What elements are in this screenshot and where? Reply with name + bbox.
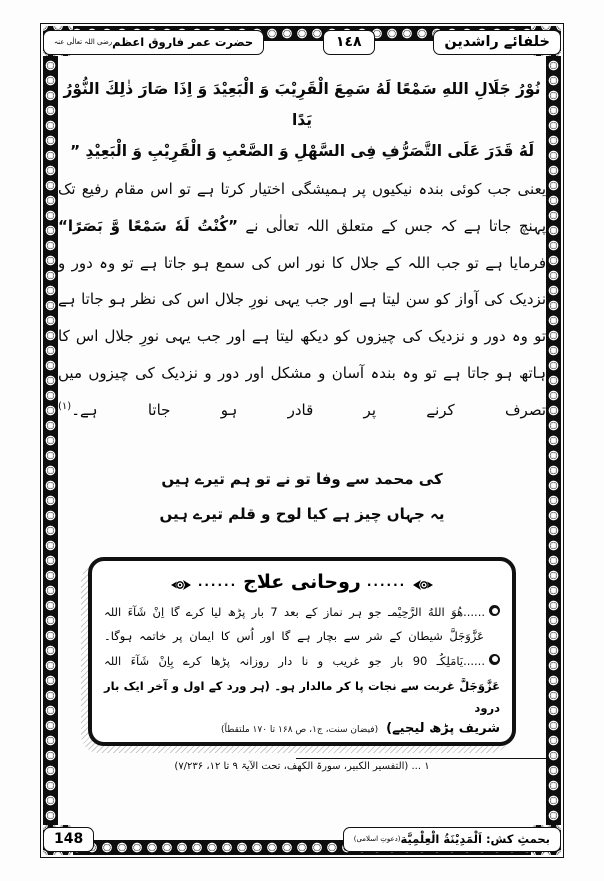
- poetry-couplet: [58, 462, 546, 531]
- footer-publisher-suffix: (دعوتِ اسلامی): [353, 835, 401, 843]
- header-book-title-text: خلفائے راشدین: [444, 34, 550, 50]
- remedy-bold-line: عَزَّوَجَلَّ غربت سے نجات پا کر مالدار ہو۔ (ہر ورد کے اول و آخر ایک بار درود: [104, 678, 500, 716]
- footer-publisher: [343, 827, 561, 852]
- arabic-line-2: لَهُ قَدَرَ عَلَى التَّصَرُّفِ فِى السَّهْلِ وَ الصَّعْبِ وَ الْقَرِيْبِ وَ الْبَعِيْدِ ”: [69, 142, 535, 160]
- bullet-rosette-icon: [489, 654, 500, 665]
- footer-page-number-text: 148: [54, 831, 84, 847]
- footer-publisher-prefix: بحمثِ کش:: [485, 832, 550, 846]
- footer-page-number: [43, 827, 94, 852]
- header-chapter-main: حضرت عمر فاروق اعظم: [112, 35, 254, 49]
- title-dots-right: ......: [366, 575, 407, 590]
- remedy-item-2: [104, 650, 500, 672]
- decorative-border-left: [43, 26, 58, 855]
- page-footer: [43, 823, 561, 855]
- flourish-right-icon: [170, 575, 192, 589]
- spiritual-remedy-section: [88, 557, 516, 746]
- remedy-item-1-dhikr: هُوَ اللهُ الرَّحِیْم: [391, 605, 464, 620]
- body-text-part-1: یعنی جب کوئی بندہ نیکیوں پر ہمیشگی اختیار کرتا ہے تو اس مقام رفیع تک پہنچ جاتا ہے کہ جس کے متعلق اللہ تعالٰی نے: [58, 180, 546, 235]
- remedy-item-2-body: ـ 90 بار جو غریب و نا دار روزانہ پڑھا کرے بِاِنْ شَآءَ اللہ: [104, 653, 441, 668]
- footnote-separator: [296, 758, 546, 759]
- header-page-number: [323, 30, 375, 55]
- remedy-citation-row: [104, 721, 500, 736]
- remedy-item-2-dhikr: یَامَلِکُ: [440, 653, 464, 668]
- bullet-rosette-icon: [489, 605, 500, 616]
- title-dots-left: ......: [197, 575, 238, 590]
- header-book-title: [433, 30, 561, 55]
- poetry-verse-1: کی محمد سے وفا تو نے تو ہم تیرے ہیں: [161, 470, 443, 489]
- remedy-bold-line-2: شریف پڑھ لیجیے): [386, 720, 500, 736]
- remedy-box-title-text: روحانی علاج: [243, 571, 361, 594]
- decorative-border-right: [546, 26, 561, 855]
- remedy-item-1-text: [104, 601, 485, 623]
- remedy-item-2-dots: ......: [463, 653, 485, 668]
- footnote-marker: ۱ ...: [411, 760, 430, 772]
- remedy-item-1-body: ـ جو ہر نماز کے بعد 7 بار پڑھ لیا کرے گا اِنْ شَآءَ اللہ: [104, 605, 392, 620]
- flourish-left-icon: [412, 575, 434, 589]
- remedy-item-2-text: [104, 650, 485, 672]
- body-paragraph: [58, 171, 546, 428]
- arabic-line-1: نُوْرُ جَلَالِ اللهِ سَمْعًا لَهُ سَمِعَ الْقَرِيْبَ وَ الْبَعِيْدَ وَ اِذَا صَارَ ذٰلِكَ النُّوْرُ يَدًا: [63, 80, 541, 129]
- footnote-text: (التفسیر الکبیر، سورۃ الکھف، تحت الآیۃ ۹ تا ۱۲، ۷/۲۳۶): [174, 760, 409, 772]
- page-content: [58, 66, 546, 815]
- remedy-citation: (فیضان سنت، ج۱، ص ۱۶۸ تا ۱۷۰ ملتقطاً): [220, 724, 379, 735]
- arabic-quotation: [58, 74, 546, 167]
- header-page-number-text: ١٤٨: [335, 34, 362, 50]
- footnote-reference-marker: (۱): [58, 400, 72, 412]
- page-header: [43, 26, 561, 58]
- body-inline-hadith: ”کُنْتُ لَهٗ سَمْعًا وَّ بَصَرًا“: [58, 216, 238, 235]
- remedy-box-title: [104, 571, 500, 593]
- page-footnote: [58, 761, 546, 772]
- body-text-part-2: فرمایا ہے تو جب اللہ کے جلال کا نور اس کی سمع ہو جاتا ہے تو وہ دور و نزدیک کی آواز کو سن لیتا ہے اور جب یہی نورِ جلال اس کی نظر ہو جاتا ہے تو وہ دور و نزدیک کی چیزوں کو دیکھ لیتا ہے اور جب یہی نورِ جلال اس کا ہاتھ ہو جاتا ہے تو وہ بندہ آسان و مشکل اور دور و نزدیک کی چیزوں میں تصرف کرنے پر قادر ہو جاتا ہے۔: [58, 253, 546, 419]
- header-chapter-title: [43, 30, 264, 55]
- footer-publisher-name: اَلْمَدِیْنَةُ الْعِلْمِیَّة: [400, 832, 482, 846]
- header-chapter-honorific: رضی اللہ تعالٰی عنہ: [54, 38, 113, 46]
- remedy-item-1: [104, 601, 500, 623]
- poetry-verse-2: یہ جہاں چیز ہے کیا لوح و قلم تیرے ہیں: [159, 504, 445, 523]
- remedy-item-1-dots: ......: [463, 605, 486, 620]
- spiritual-remedy-box: [88, 557, 516, 746]
- remedy-item-1-continuation: عَزَّوَجَلَّ شیطان کے شر سے بچار ہے گا اور اُس کا ایمان پر خاتمہ ہوگا۔: [104, 628, 484, 643]
